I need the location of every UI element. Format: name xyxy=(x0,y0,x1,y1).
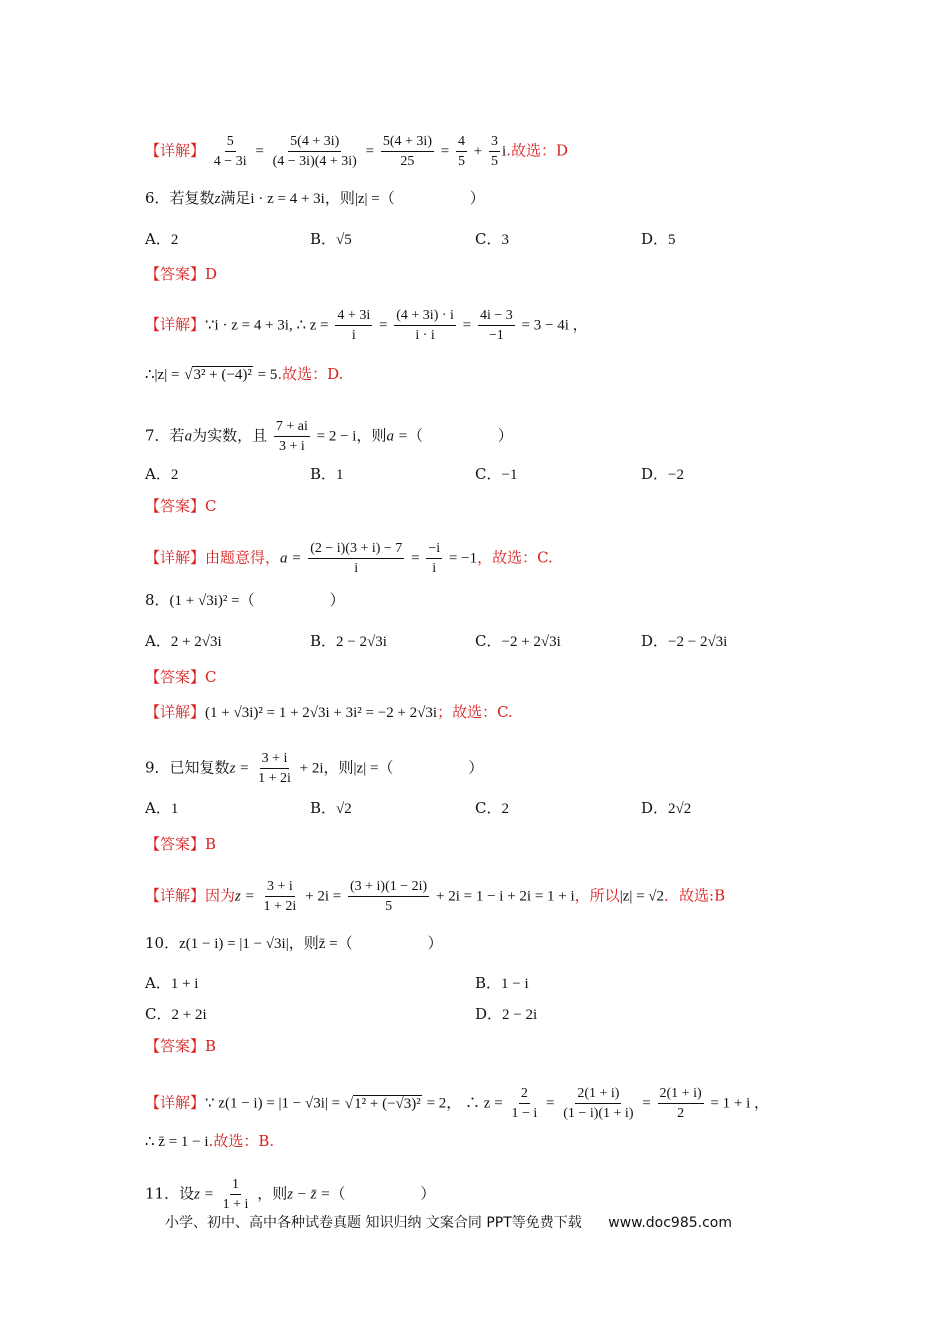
q6-option-a: A．2 xyxy=(145,230,179,248)
q9-stem: 9．已知复数z = $\frac{3 + i}{1 + 2i}$ + 2i，则|z| =（ ） xyxy=(145,751,484,786)
q7-detail: 【详解】由题意得，a = $\frac{(2 - i)(3 + i) - 7}{i}$ = $\frac{-i}{i}$ = −1，故选：C. xyxy=(145,541,553,576)
q10-detail: 【详解】∵ z(1 − i) = |1 − √3i| = √1² + (−√3)² = 2， ∴ z = $\frac{2}{1 - i}$ = $\frac{2(1 + i)}{(1 - i)(1 + i)}$ = $\frac{2(1 + i)}{2}$ = 1 + i ， xyxy=(145,1086,769,1121)
q6-detail: 【详解】∵i · z = 4 + 3i, ∴ z = $\frac{4 + 3i}{i}$ = $\frac{(4 + 3i) \cdot i}{i \cdot i}$ = $\frac{4i - 3}{-1}$ = 3 − 4i ， xyxy=(145,308,588,343)
fraction: $\frac{3 + i}{1 + 2i}$ xyxy=(263,879,297,914)
q8-detail: 【详解】(1 + √3i)² = 1 + 2√3i + 3i² = −2 + 2√3i；故选：C. xyxy=(145,703,513,721)
q6-detail-line2: ∴|z| = √3² + (−4)² = 5.故选：D. xyxy=(145,365,344,383)
fraction: $\frac{3}{5}$ xyxy=(491,134,499,169)
q9-option-d: D．2√2 xyxy=(641,799,692,817)
q10-answer: 【答案】B xyxy=(145,1037,217,1055)
q8-stem: 8．(1 + √3i)² =（ ） xyxy=(145,591,345,609)
q6-option-d: D．5 xyxy=(641,230,676,248)
q9-option-c: C．2 xyxy=(475,799,509,817)
page-footer xyxy=(165,1212,732,1232)
q10-option-b: B．1 − i xyxy=(475,974,529,992)
q8-option-c: C．−2 + 2√3i xyxy=(475,632,561,650)
q8-answer: 【答案】C xyxy=(145,668,217,686)
fraction: $\frac{5}{4 - 3i}$ xyxy=(213,134,247,169)
fraction: $\frac{7 + ai}{3 + i}$ xyxy=(275,419,308,454)
q7-option-c: C．−1 xyxy=(475,465,518,483)
fraction: $\frac{5(4 + 3i)}{25}$ xyxy=(382,134,432,169)
q9-option-b: B．√2 xyxy=(310,799,352,817)
q10-option-a: A．1 + i xyxy=(145,974,199,992)
q11-stem: 11．设z = $\frac{1}{1 + i}$ ，则z − z̄ =（ ） xyxy=(145,1177,436,1212)
detail-tag: 【详解】 xyxy=(145,141,206,160)
q8-option-b: B．2 − 2√3i xyxy=(310,632,387,650)
fraction: $\frac{2}{1 - i}$ xyxy=(511,1086,538,1121)
q9-option-a: A．1 xyxy=(145,799,179,817)
q7-answer: 【答案】C xyxy=(145,497,217,515)
q7-option-b: B．1 xyxy=(310,465,344,483)
q7-stem: 7．若a为实数，且 $\frac{7 + ai}{3 + i}$ = 2 − i，则a =（ ） xyxy=(145,419,513,454)
q7-option-d: D．−2 xyxy=(641,465,684,483)
q10-stem: 10．z(1 − i) = |1 − √3i|，则z̄ =（ ） xyxy=(145,934,443,952)
footer-link[interactable]: www.doc985.com xyxy=(608,1215,732,1231)
q8-option-a: A．2 + 2√3i xyxy=(145,632,222,650)
fraction: $\frac{2(1 + i)}{2}$ xyxy=(659,1086,702,1121)
sqrt-radical: √1² + (−√3)² xyxy=(344,1095,421,1112)
q6-answer: 【答案】D xyxy=(145,265,218,283)
fraction: $\frac{4 + 3i}{i}$ xyxy=(337,308,371,343)
q10-option-c: C．2 + 2i xyxy=(145,1005,207,1023)
q6-option-c: C．3 xyxy=(475,230,509,248)
q6-option-b: B．√5 xyxy=(310,230,352,248)
q9-detail: 【详解】因为z = $\frac{3 + i}{1 + 2i}$ + 2i = $\frac{(3 + i)(1 - 2i)}{5}$ + 2i = 1 − i + 2i = 1 + i，所以|z| = √2．故选:B xyxy=(145,879,726,914)
fraction: $\frac{5(4 + 3i)}{(4 - 3i)(4 + 3i)}$ xyxy=(272,134,357,169)
sqrt-radical: √3² + (−4)² xyxy=(184,367,252,383)
fraction: $\frac{3 + i}{1 + 2i}$ xyxy=(258,751,291,786)
q8-option-d: D．−2 − 2√3i xyxy=(641,632,728,650)
fraction: $\frac{2(1 + i)}{(1 - i)(1 + i)}$ xyxy=(563,1086,634,1121)
q9-answer: 【答案】B xyxy=(145,835,217,853)
fraction: $\frac{(2 - i)(3 + i) - 7}{i}$ xyxy=(310,541,403,576)
q5-detail: 【详解】 $\frac{5}{4 - 3i}$ = $\frac{5(4 + 3i)}{(4 - 3i)(4 + 3i)}$ = $\frac{5(4 + 3i)}{25}$ = $\frac{4}{5}$ + $\frac{3}{5}$ i.故选：D xyxy=(145,134,569,169)
fraction: $\frac{(4 + 3i) \cdot i}{i \cdot i}$ xyxy=(396,308,454,343)
q6-stem: 6．若复数z满足i · z = 4 + 3i，则|z| =（ ） xyxy=(145,189,485,207)
q10-detail-line2: ∴ z̄ = 1 − i.故选：B. xyxy=(145,1132,275,1150)
fraction: $\frac{-i}{i}$ xyxy=(428,541,441,576)
fraction: $\frac{4i - 3}{-1}$ xyxy=(479,308,513,343)
footer-text: 小学、初中、高中各种试卷真题 知识归纳 文案合同 PPT等免费下载 xyxy=(165,1215,582,1231)
fraction: $\frac{(3 + i)(1 - 2i)}{5}$ xyxy=(349,879,428,914)
fraction: $\frac{1}{1 + i}$ xyxy=(222,1177,249,1212)
fraction: $\frac{4}{5}$ xyxy=(458,134,466,169)
q10-option-d: D．2 − 2i xyxy=(475,1005,538,1023)
q7-option-a: A．2 xyxy=(145,465,179,483)
